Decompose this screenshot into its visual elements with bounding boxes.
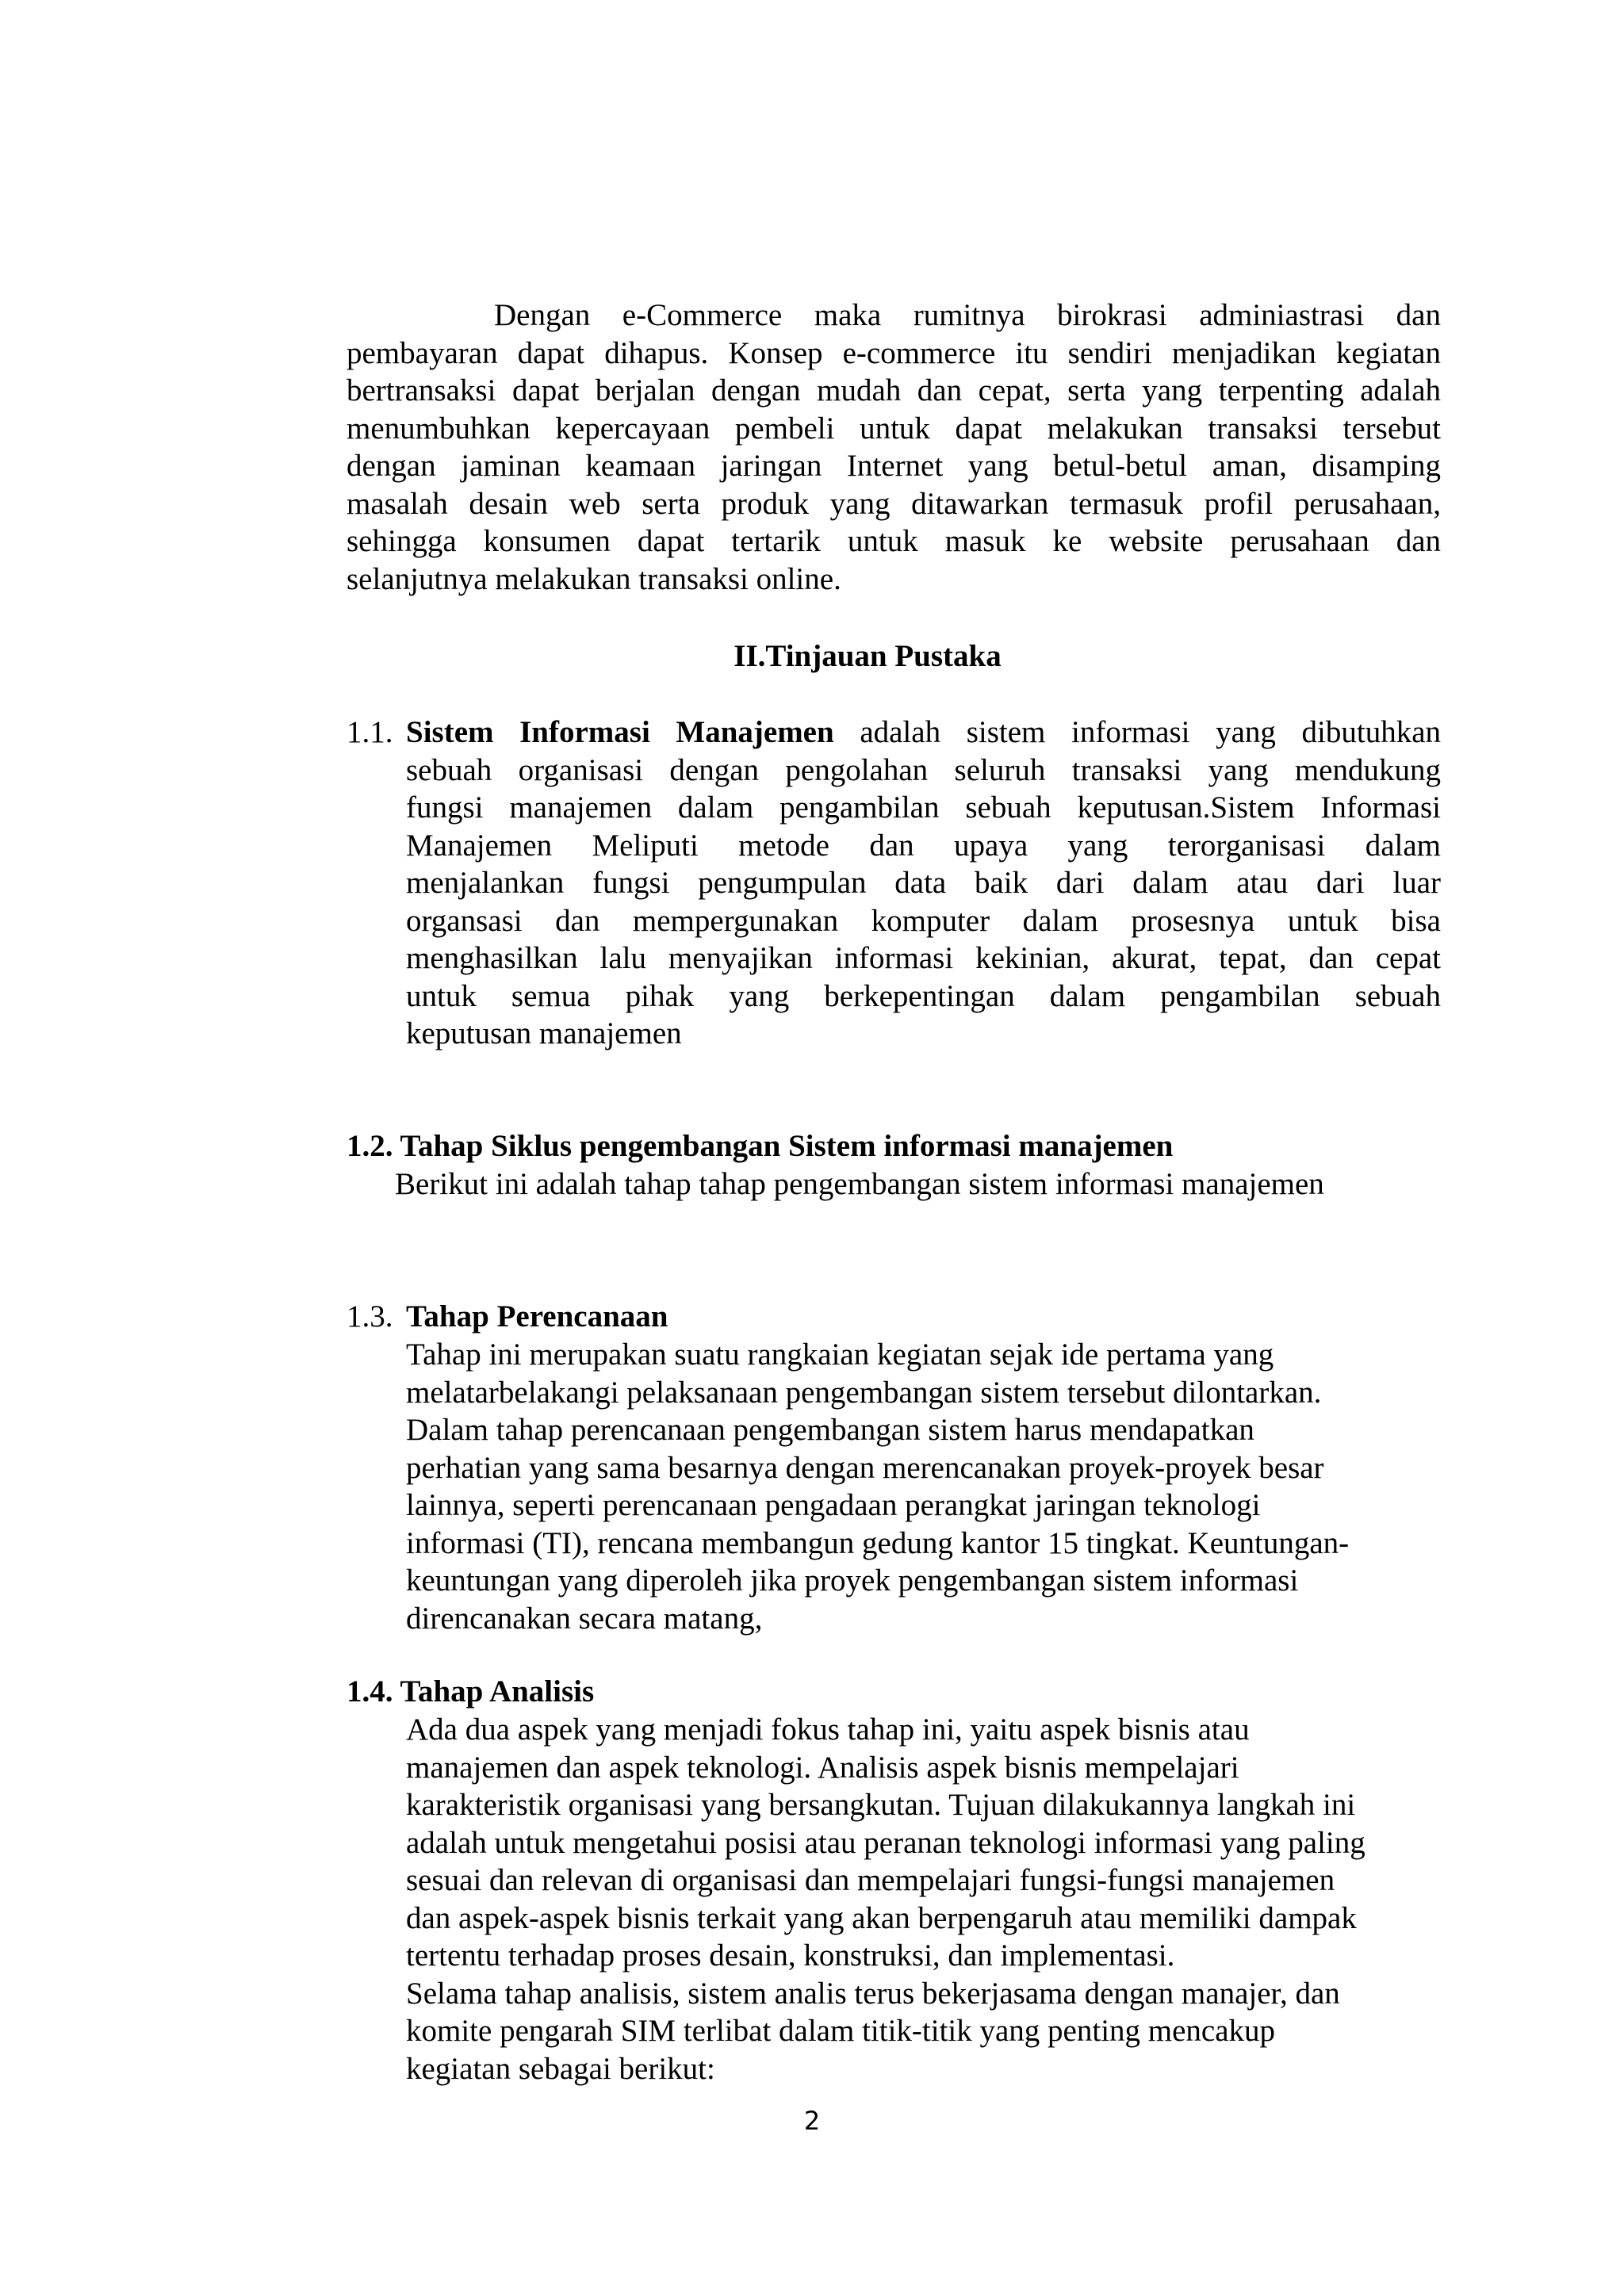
section-1-1-line: menjalankan fungsi pengumpulan data baik dari dalam atau dari luar <box>406 866 1441 900</box>
intro-paragraph <box>347 297 1441 598</box>
section-1-3-line: informasi (TI), rencana membangun gedung kantor 15 tingkat. Keuntungan- <box>406 1525 1350 1560</box>
section-1-3-line: melatarbelakangi pelaksanaan pengembangan sistem tersebut dilontarkan. <box>406 1375 1322 1410</box>
intro-line: selanjutnya melakukan transaksi online. <box>347 561 841 596</box>
section-1-4-line: kegiatan sebagai berikut: <box>406 2051 715 2086</box>
section-1-3-line: perhatian yang sama besarnya dengan merencanakan proyek-proyek besar <box>406 1450 1324 1485</box>
section-1-2-body: Berikut ini adalah tahap tahap pengembangan sistem informasi manajemen <box>395 1167 1324 1201</box>
section-1-1-line: untuk semua pihak yang berkepentingan dalam pengambilan sebuah <box>406 978 1441 1013</box>
section-1-1-line: keputusan manajemen <box>406 1016 682 1050</box>
section-1-2-heading: 1.2. Tahap Siklus pengembangan Sistem informasi manajemen <box>347 1129 1174 1163</box>
term-sim: Sistem Informasi Manajemen <box>406 715 834 749</box>
term-definition: adalah sistem informasi yang dibutuhkan <box>860 715 1441 749</box>
section-1-4-line: Selama tahap analisis, sistem analis terus bekerjasama dengan manajer, dan <box>406 1976 1340 2011</box>
section-1-1-first-line <box>406 714 1441 752</box>
intro-line: bertransaksi dapat berjalan dengan mudah dan cepat, serta yang terpenting adalah <box>347 373 1441 408</box>
page-number: 2 <box>803 2106 821 2136</box>
section-1-4-line: manajemen dan aspek teknologi. Analisis aspek bisnis mempelajari <box>406 1750 1239 1785</box>
section-1-3-line: Dalam tahap perencanaan pengembangan sistem harus mendapatkan <box>406 1413 1254 1447</box>
section-1-1-line: organsasi dan mempergunakan komputer dalam prosesnya untuk bisa <box>406 903 1441 938</box>
section-number: 1.1. <box>347 715 393 749</box>
section-1-1-line: fungsi manajemen dalam pengambilan sebuah keputusan.Sistem Informasi <box>406 790 1441 825</box>
section-1-4-line: Ada dua aspek yang menjadi fokus tahap ini, yaitu aspek bisnis atau <box>406 1712 1250 1747</box>
section-1-4-line: dan aspek-aspek bisnis terkait yang akan berpengaruh atau memiliki dampak <box>406 1900 1357 1935</box>
intro-line: masalah desain web serta produk yang ditawarkan termasuk profil perusahaan, <box>347 486 1441 521</box>
intro-line: sehingga konsumen dapat tertarik untuk masuk ke website perusahaan dan <box>347 524 1441 558</box>
section-1-3-paragraph <box>406 1336 1441 1637</box>
section-1-3-title: Tahap Perencanaan <box>406 1299 668 1334</box>
section-1-3-line: Tahap ini merupakan suatu rangkaian kegiatan sejak ide pertama yang <box>406 1337 1274 1372</box>
section-1-4-line: karakteristik organisasi yang bersangkutan. Tujuan dilakukannya langkah ini <box>406 1788 1356 1822</box>
chapter-heading: II.Tinjauan Pustaka <box>733 639 1002 673</box>
intro-line: menumbuhkan kepercayaan pembeli untuk dapat melakukan transaksi tersebut <box>347 411 1441 446</box>
section-1-3-line: direncanakan secara matang, <box>406 1601 763 1636</box>
intro-line: dengan jaminan keamaan jaringan Internet yang betul-betul aman, disamping <box>347 449 1441 483</box>
section-1-3-line: lainnya, seperti perencanaan pengadaan perangkat jaringan teknologi <box>406 1488 1261 1522</box>
section-1-3-line: keuntungan yang diperoleh jika proyek pengembangan sistem informasi <box>406 1563 1299 1598</box>
section-number: 1.3. <box>347 1299 393 1334</box>
section-1-4-line: sesuai dan relevan di organisasi dan mempelajari fungsi-fungsi manajemen <box>406 1863 1335 1897</box>
section-1-1-line: sebuah organisasi dengan pengolahan seluruh transaksi yang mendukung <box>406 752 1441 787</box>
section-1-4-line: komite pengarah SIM terlibat dalam titik-titik yang penting mencakup <box>406 2014 1276 2048</box>
intro-line: pembayaran dapat dihapus. Konsep e-commerce itu sendiri menjadikan kegiatan <box>347 335 1441 370</box>
section-1-4-line: tertentu terhadap proses desain, konstruksi, dan implementasi. <box>406 1938 1175 1973</box>
section-1-1-line: menghasilkan lalu menyajikan informasi kekinian, akurat, tepat, dan cepat <box>406 941 1441 975</box>
intro-line: Dengan e-Commerce maka rumitnya birokrasi adminiastrasi dan <box>494 298 1441 332</box>
section-1-1-line: Manajemen Meliputi metode dan upaya yang terorganisasi dalam <box>406 828 1441 863</box>
section-1-1-paragraph <box>406 714 1441 1053</box>
section-1-4-line: adalah untuk mengetahui posisi atau peranan teknologi informasi yang paling <box>406 1825 1365 1860</box>
section-1-4-paragraph <box>406 1711 1441 2087</box>
section-1-4-heading: 1.4. Tahap Analisis <box>347 1674 595 1709</box>
